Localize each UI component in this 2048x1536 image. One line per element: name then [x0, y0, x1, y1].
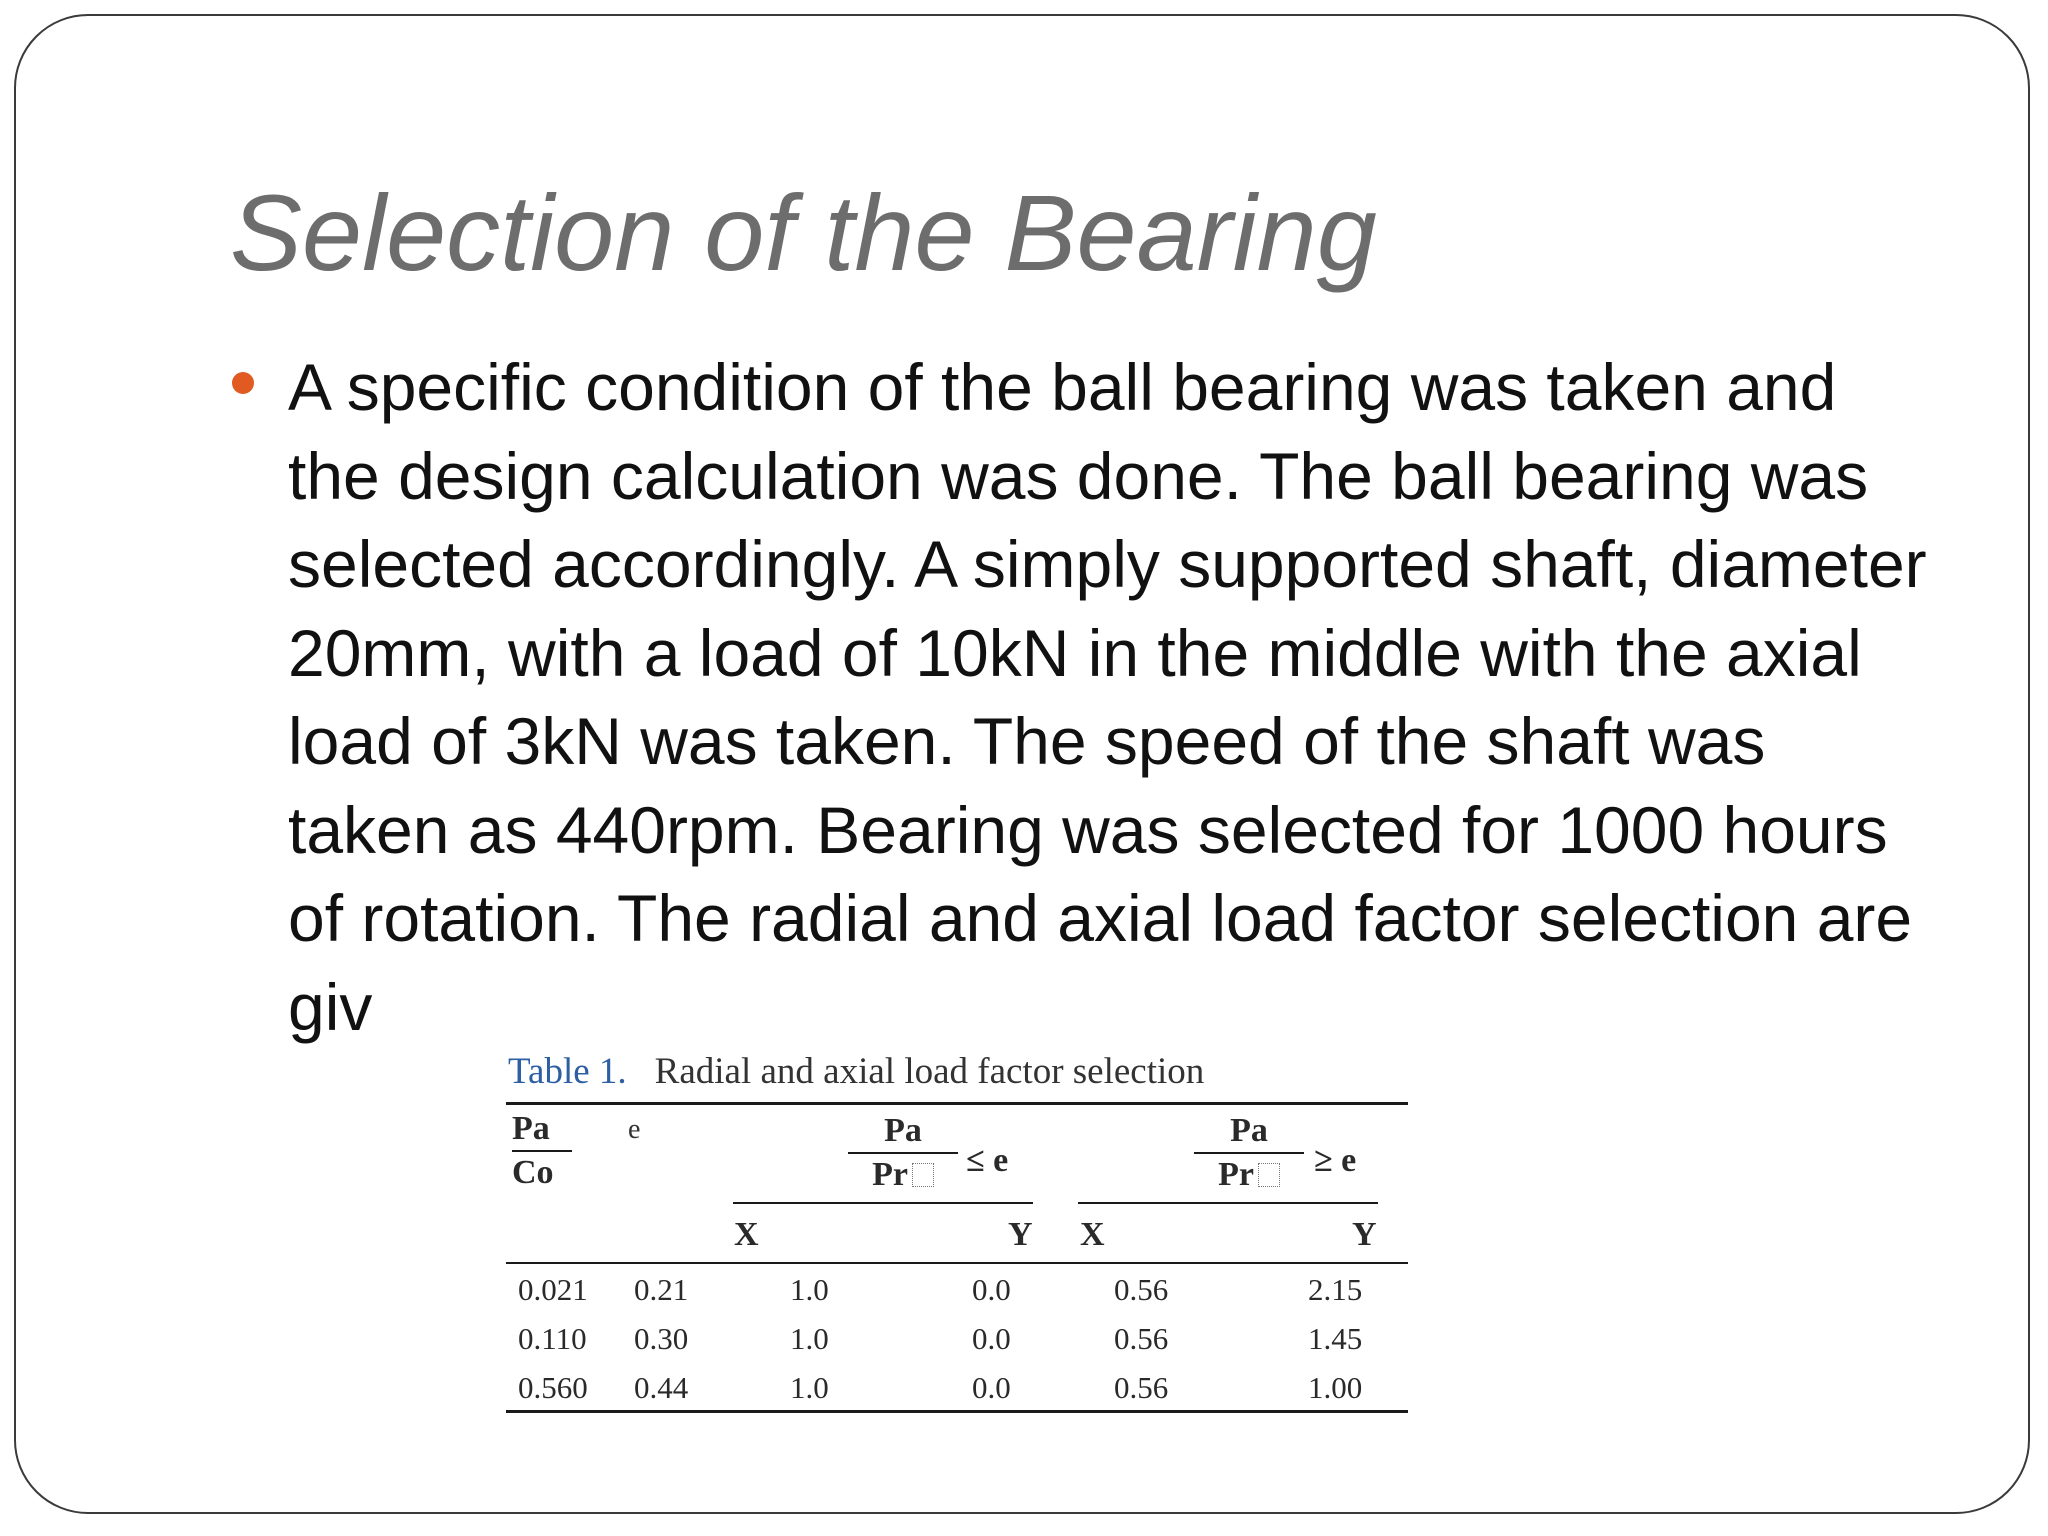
header-group2-fraction: [1194, 1112, 1304, 1194]
table-header-rule: [506, 1262, 1408, 1264]
group2-rule: [1078, 1202, 1378, 1204]
header-group1-numerator: Pa: [848, 1112, 958, 1154]
bullet-icon: [232, 372, 254, 394]
subheader-x2: X: [1080, 1216, 1105, 1253]
table-cell: 0.021: [518, 1272, 588, 1307]
table-cell: 2.15: [1308, 1272, 1363, 1307]
table-cell: 1.00: [1308, 1370, 1363, 1405]
placeholder-box-icon: [912, 1163, 934, 1187]
table-caption: [508, 1050, 1204, 1093]
header-pa-co-numerator: Pa: [512, 1110, 572, 1152]
table-cell: 0.110: [518, 1321, 587, 1356]
table-cell: 0.560: [518, 1370, 588, 1405]
header-group2-condition: ≥ e: [1314, 1142, 1357, 1179]
table-top-rule: [506, 1102, 1408, 1105]
table-bottom-rule: [506, 1410, 1408, 1413]
table-cell: 1.45: [1308, 1321, 1363, 1356]
header-group2-denominator: [1194, 1154, 1304, 1194]
table-cell: 1.0: [790, 1321, 829, 1356]
table-cell: 0.30: [634, 1321, 689, 1356]
subheader-y2: Y: [1352, 1216, 1377, 1253]
placeholder-box-icon: [1258, 1163, 1280, 1187]
table-cell: 1.0: [790, 1370, 829, 1405]
slide-title: Selection of the Bearing: [230, 172, 1377, 293]
header-group1-condition: ≤ e: [966, 1142, 1009, 1179]
table-cell: 0.21: [634, 1272, 689, 1307]
bullet-text: A specific condition of the ball bearing was taken and the design calculation was done. The ball bearing was selected accordingly. A simply supported shaft, diameter 20mm, with a load of 10kN in the middle with the axial load of 3kN was taken. The speed of the shaft was taken as 440rpm. Bearing was selected for 1000 hours of rotation. The radial and axial load factor selection are giv: [288, 350, 1927, 1044]
table-caption-number: Table 1.: [508, 1051, 627, 1092]
table-cell: 0.0: [972, 1272, 1011, 1307]
header-group1-denominator: [848, 1154, 958, 1194]
table-image: [478, 1030, 1418, 1500]
table-cell: 0.56: [1114, 1272, 1169, 1307]
header-group2-denominator-text: Pr: [1218, 1156, 1254, 1193]
table-caption-text: Radial and axial load factor selection: [654, 1051, 1205, 1092]
table-cell: 0.44: [634, 1370, 689, 1405]
header-group2-numerator: Pa: [1194, 1112, 1304, 1154]
table-cell: 0.0: [972, 1321, 1011, 1356]
header-e: e: [628, 1114, 641, 1145]
header-pa-co: [512, 1110, 572, 1192]
table-cell: 0.56: [1114, 1370, 1169, 1405]
table-cell: 0.56: [1114, 1321, 1169, 1356]
table-cell: 1.0: [790, 1272, 829, 1307]
header-group1-denominator-text: Pr: [872, 1156, 908, 1193]
group1-rule: [733, 1202, 1033, 1204]
subheader-y1: Y: [1008, 1216, 1033, 1253]
header-group1-fraction: [848, 1112, 958, 1194]
subheader-x1: X: [734, 1216, 759, 1253]
table-cell: 0.0: [972, 1370, 1011, 1405]
header-pa-co-denominator: Co: [512, 1154, 554, 1191]
